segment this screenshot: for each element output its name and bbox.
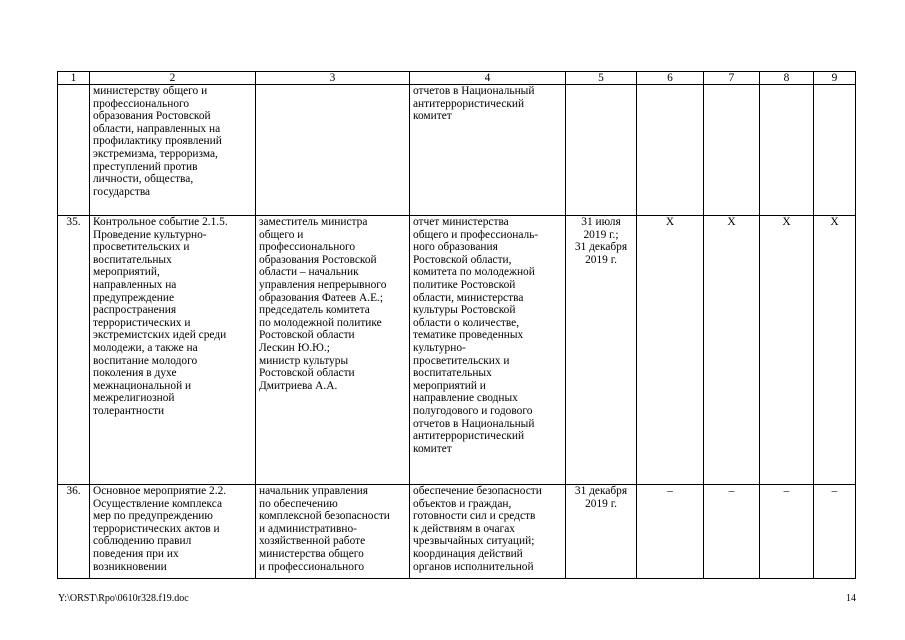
table-row-36 xyxy=(58,485,856,579)
col6-cell xyxy=(637,85,704,216)
col6-cell: – xyxy=(637,485,704,579)
col9-cell xyxy=(814,85,856,216)
cell-text-line: возникновении xyxy=(93,560,167,573)
cell-text-line: органов исполнительной xyxy=(413,560,534,573)
table-header-row xyxy=(58,72,856,85)
cell-text-line: образования Ростовской xyxy=(259,253,377,266)
cell-text-line: комитета по молодежной xyxy=(413,266,535,279)
table-row-35 xyxy=(58,216,856,485)
cell-text-line: по обеспечению xyxy=(259,497,338,510)
cell-text-line: тематике проведенных xyxy=(413,329,524,342)
cell-text-line: направление сводных xyxy=(413,392,518,405)
cell-text-line: 2019 г. xyxy=(585,253,617,266)
deadline xyxy=(566,485,637,579)
event-description xyxy=(90,485,256,579)
cell-text-line: комитет xyxy=(413,110,452,123)
cell-text-line: области, министерства xyxy=(413,291,524,304)
cell-text-line: отчет министерства xyxy=(413,216,509,228)
cell-text-line: антитеррористический xyxy=(413,430,525,443)
cell-text-line: мер по предупреждению xyxy=(93,510,213,523)
cell-text-line: соблюдению правил xyxy=(93,535,192,548)
cell-text-line: по молодежной политике xyxy=(259,316,382,329)
header-cell: 5 xyxy=(566,72,637,85)
expected-result xyxy=(410,216,566,485)
cell-text-line: чрезвычайных ситуаций; xyxy=(413,535,535,548)
cell-text-line: ного образования xyxy=(413,241,498,254)
cell-text-line: координация действий xyxy=(413,547,523,560)
cell-text-line: экстремизма, терроризма, xyxy=(93,147,218,160)
cell-text-line: мероприятий и xyxy=(413,379,486,392)
cell-text-line: общего и xyxy=(259,228,304,241)
cell-text-line: 2019 г. xyxy=(585,497,617,510)
cell-text-line: профессионального xyxy=(93,97,190,110)
cell-text-line: Основное мероприятие 2.2. xyxy=(93,485,227,497)
header-cell: 9 xyxy=(814,72,856,85)
cell-text-line: преступлений против xyxy=(93,160,198,173)
row-number: 36. xyxy=(58,485,90,579)
cell-text-line: полугодового и годового xyxy=(413,404,533,417)
cell-text-line: мероприятий, xyxy=(93,266,160,279)
cell-text-line: к действиям в очагах xyxy=(413,522,515,535)
cell-text-line: и профессионального xyxy=(259,560,365,573)
cell-text-line: отчетов в Национальный xyxy=(413,85,535,97)
cell-text-line: области о количестве, xyxy=(413,316,520,329)
col8-cell: Х xyxy=(760,216,814,485)
cell-text-line: Дмитриева А.А. xyxy=(259,379,338,392)
cell-text-line: министерства общего xyxy=(259,547,364,560)
cell-text-line: и административно- xyxy=(259,522,357,535)
header-cell: 3 xyxy=(256,72,410,85)
header-cell: 6 xyxy=(637,72,704,85)
cell-text-line: террористических и xyxy=(93,316,191,329)
responsible-person xyxy=(256,485,410,579)
col9-cell: – xyxy=(814,485,856,579)
cell-text-line: Лескин Ю.Ю.; xyxy=(259,341,330,354)
cell-text-line: министр культуры xyxy=(259,354,349,367)
cell-text-line: готовности сил и средств xyxy=(413,510,536,523)
cell-text-line: направленных на xyxy=(93,278,177,291)
cell-text-line: Проведение культурно- xyxy=(93,228,207,241)
cell-text-line: Контрольное событие 2.1.5. xyxy=(93,216,228,228)
row-number: 35. xyxy=(58,216,90,485)
col7-cell: – xyxy=(704,485,760,579)
responsible-person xyxy=(256,85,410,216)
cell-text-line: Ростовской области xyxy=(259,367,355,380)
plan-table xyxy=(57,71,856,579)
cell-text-line: 31 декабря xyxy=(574,241,628,254)
cell-text-line: межнациональной и xyxy=(93,379,192,392)
cell-text-line: культурно- xyxy=(413,341,466,354)
cell-text-line: распространения xyxy=(93,304,177,317)
cell-text-line: личности, общества, xyxy=(93,173,194,186)
event-description xyxy=(90,216,256,485)
cell-text-line: просветительских и xyxy=(413,354,510,367)
header-cell: 4 xyxy=(410,72,566,85)
cell-text-line: толерантности xyxy=(93,404,165,417)
cell-text-line: антитеррористический xyxy=(413,97,525,110)
cell-text-line: комитет xyxy=(413,442,452,455)
cell-text-line: председатель комитета xyxy=(259,304,370,317)
cell-text-line: объектов и граждан, xyxy=(413,497,512,510)
cell-text-line: поколения в духе xyxy=(93,367,177,380)
cell-text-line: молодежи, а также на xyxy=(93,341,198,354)
cell-text-line: области – начальник xyxy=(259,266,359,279)
cell-text-line: воспитательных xyxy=(413,367,492,380)
cell-text-line: обеспечение безопасности xyxy=(413,485,542,497)
col8-cell: – xyxy=(760,485,814,579)
cell-text-line: начальник управления xyxy=(259,485,368,497)
cell-text-line: воспитательных xyxy=(93,253,172,266)
col7-cell xyxy=(704,85,760,216)
cell-text-line: государства xyxy=(93,185,151,198)
cell-text-line: воспитание молодого xyxy=(93,354,198,367)
cell-text-line: 31 декабря xyxy=(574,485,628,497)
cell-text-line: хозяйственной работе xyxy=(259,535,366,548)
cell-text-line: профессионального xyxy=(259,241,356,254)
cell-text-line: просветительских и xyxy=(93,241,190,254)
cell-text-line: экстремистских идей среди xyxy=(93,329,227,342)
cell-text-line: предупреждение xyxy=(93,291,175,304)
expected-result xyxy=(410,485,566,579)
header-cell: 1 xyxy=(58,72,90,85)
table-row-continuation xyxy=(58,85,856,216)
event-description xyxy=(90,85,256,216)
cell-text-line: политике Ростовской xyxy=(413,278,516,291)
deadline xyxy=(566,85,637,216)
expected-result xyxy=(410,85,566,216)
cell-text-line: террористических актов и xyxy=(93,522,220,535)
cell-text-line: отчетов в Национальный xyxy=(413,417,535,430)
cell-text-line: культуры Ростовской xyxy=(413,304,516,317)
cell-text-line: 31 июля xyxy=(581,216,621,228)
header-cell: 2 xyxy=(90,72,256,85)
cell-text-line: образования Ростовской xyxy=(93,110,211,123)
col8-cell xyxy=(760,85,814,216)
cell-text-line: межрелигиозной xyxy=(93,392,175,405)
footer-file-path: Y:\ORST\Rpo\0610r328.f19.doc xyxy=(58,593,189,604)
cell-text-line: 2019 г.; xyxy=(583,228,619,241)
cell-text-line: Ростовской области xyxy=(259,329,355,342)
col6-cell: Х xyxy=(637,216,704,485)
cell-text-line: области, направленных на xyxy=(93,122,221,135)
cell-text-line: заместитель министра xyxy=(259,216,368,228)
col9-cell: Х xyxy=(814,216,856,485)
cell-text-line: образования Фатеев А.Е.; xyxy=(259,291,384,304)
cell-text-line: Ростовской области, xyxy=(413,253,512,266)
header-cell: 7 xyxy=(704,72,760,85)
cell-text-line: управления непрерывного xyxy=(259,278,387,291)
cell-text-line: комплексной безопасности xyxy=(259,510,390,523)
page-number: 14 xyxy=(846,593,856,604)
cell-text-line: Осуществление комплекса xyxy=(93,497,223,510)
deadline xyxy=(566,216,637,485)
col7-cell: Х xyxy=(704,216,760,485)
cell-text-line: профилактику проявлений xyxy=(93,135,222,148)
cell-text-line: министерству общего и xyxy=(93,85,208,97)
row-number xyxy=(58,85,90,216)
responsible-person xyxy=(256,216,410,485)
cell-text-line: общего и профессиональ- xyxy=(413,228,539,241)
header-cell: 8 xyxy=(760,72,814,85)
cell-text-line: поведения при их xyxy=(93,547,179,560)
